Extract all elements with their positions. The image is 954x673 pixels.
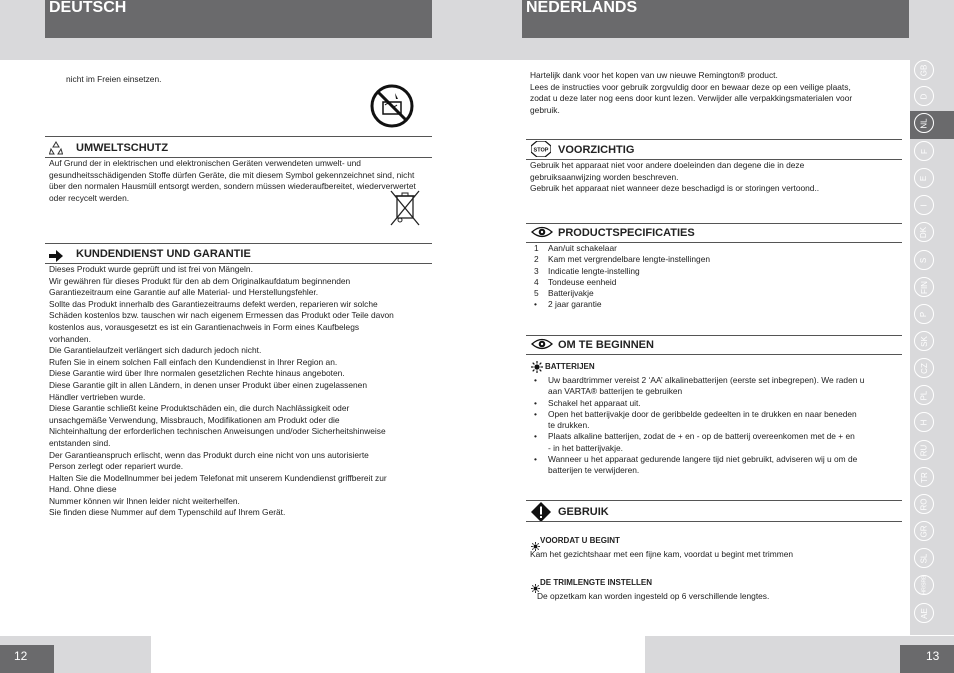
spec-text: Aan/uit schakelaar (548, 243, 617, 253)
language-tab-sl[interactable] (914, 548, 934, 568)
section-title-kundendienst: KUNDENDIENST UND GARANTIE (76, 248, 251, 260)
battery-item-line: Schakel het apparaat uit. (548, 397, 641, 408)
section-title-gebruik: GEBRUIK (558, 506, 609, 518)
spec-item (530, 277, 902, 288)
spec-item (530, 243, 902, 254)
spec-item (530, 266, 902, 277)
language-code: NL (919, 117, 929, 129)
body-line: zodat u deze later nog eens door kunt lezen. Verwijder alle verpakkingsmaterialen voor (530, 93, 853, 104)
section-title-voorzichtig: VOORZICHTIG (558, 144, 635, 156)
language-tab-cz[interactable] (914, 358, 934, 378)
spec-marker: • (534, 299, 537, 310)
language-code: P (919, 311, 929, 317)
body-line: Hand. Ohne diese (49, 484, 117, 495)
body-line: Gebruik het apparaat niet voor andere doeleinden dan degene die in deze (530, 160, 805, 170)
body-line: Nummer können wir Ihnen leider nicht weiterhelfen. (49, 495, 240, 506)
language-code: D (919, 93, 929, 99)
body-line: Sollte das Produkt innerhalb des Garantiezeitraums defekt werden, reparieren wir solche (49, 298, 378, 309)
battery-item (530, 431, 902, 454)
language-tab-pl[interactable] (914, 385, 934, 405)
spec-marker: 3 (534, 265, 539, 276)
stop-icon (531, 141, 551, 157)
language-code: HR/SRB (921, 575, 927, 595)
divider (526, 139, 902, 140)
language-code: I (919, 203, 929, 207)
body-line: Person zerlegt oder repariert wurde. (49, 461, 184, 472)
language-tab-ro[interactable] (914, 494, 934, 514)
language-tab-ru[interactable] (914, 440, 934, 460)
recycle-icon (49, 140, 63, 154)
body-line: vorhanden. (49, 333, 91, 344)
language-tab-d[interactable] (914, 86, 934, 106)
spec-text: Batterijvakje (548, 288, 594, 299)
language-code: RU (919, 444, 929, 456)
header-nederlands (522, 0, 909, 38)
voorzichtig-body (530, 160, 902, 195)
stop-label: STOP (533, 147, 549, 154)
language-code: SL (919, 553, 929, 563)
kundendienst-body (49, 264, 434, 519)
language-tab-e[interactable] (914, 168, 934, 188)
page-number-left: 12 (0, 645, 54, 673)
body-line: Lees de instructies voor gebruik zorgvuldig door en bewaar deze op een veilige plaats, (530, 81, 851, 92)
language-code: GR (919, 525, 929, 537)
spec-text: Indicatie lengte-instelling (548, 265, 640, 276)
crossed-bin-icon (388, 188, 422, 228)
divider (526, 500, 902, 501)
battery-item-line: - in het batterijvakje. (548, 442, 623, 453)
header-deutsch (45, 0, 432, 38)
language-code: F (919, 148, 929, 154)
body-line: Schäden kostenlos bzw. tauschen wir nach eigenem Ermessen das Produkt oder Teile davon (49, 310, 394, 321)
body-line: entstanden sind. (49, 437, 111, 448)
bullet: • (534, 375, 537, 385)
spec-marker: 4 (534, 276, 539, 287)
language-tab-h[interactable] (914, 412, 934, 432)
language-tab-ae[interactable] (914, 603, 934, 623)
battery-item-line: batterijen te verwijderen. (548, 465, 640, 476)
spec-item (530, 288, 902, 299)
page-number-right: 13 (900, 645, 954, 673)
spec-list (530, 243, 902, 311)
voordat-u-begint-text: Kam het gezichtshaar met een fijne kam, voordat u begint met trimmen (530, 549, 794, 559)
body-line: Der Garantieanspruch erlischt, wenn das Produkt durch eine nicht von uns autorisierte (49, 449, 369, 460)
section-title-umweltschutz: UMWELTSCHUTZ (76, 142, 169, 154)
body-line: Dieses Produkt wurde geprüft und ist frei von Mängeln. (49, 264, 253, 274)
body-line: gebruik. (530, 104, 560, 115)
eye-icon (531, 224, 553, 238)
battery-item-line: aan VARTA® batterijen te gebruiken (548, 386, 683, 397)
body-line: Händler vertrieben wurde. (49, 391, 146, 402)
language-tab-gb[interactable] (914, 60, 934, 80)
battery-item-line: te drukken. (548, 420, 590, 431)
spec-marker: 5 (534, 288, 539, 299)
bullet: • (534, 408, 537, 419)
warning-icon (531, 502, 551, 522)
trimlengte-text: De opzetkam kan worden ingesteld op 6 verschillende lengtes. (537, 591, 770, 601)
body-line: Sie finden diese Nummer auf dem Typenschild auf Ihrem Gerät. (49, 507, 286, 518)
body-line: Nichteinhaltung der erforderlichen technischen Anweisungen und/oder Sicherheitshinweise (49, 426, 386, 437)
subsection-voordat-u-begint: VOORDAT U BEGINT (540, 536, 620, 545)
intro-text-right (530, 70, 902, 116)
language-code: RO (919, 498, 929, 510)
language-code: DK (919, 226, 929, 238)
battery-item-line: Plaats alkaline batterijen, zodat de + en - op de batterij overeenkomen met de + en (548, 431, 855, 442)
body-line: gebruiksaanwijzing worden beschreven. (530, 171, 679, 182)
body-line: unsachgemäße Verwendung, Missbrauch, Modifikationen am Produkt oder die (49, 414, 340, 425)
spec-marker: 1 (534, 243, 539, 253)
header-title-left: DEUTSCH (49, 0, 127, 16)
divider (526, 223, 902, 224)
body-line: Diese Garantie gilt in allen Ländern, in denen unser Produkt über einen zugelassenen (49, 379, 367, 390)
spec-marker: 2 (534, 254, 539, 265)
section-title-om-te-beginnen: OM TE BEGINNEN (558, 339, 654, 351)
language-code: PL (919, 390, 929, 400)
battery-item (530, 409, 902, 432)
spec-text: Kam met vergrendelbare lengte-instellingen (548, 254, 711, 265)
language-code: AE (919, 607, 929, 619)
spec-text: Tondeuse eenheid (548, 276, 617, 287)
language-tab-sk[interactable] (914, 331, 934, 351)
body-line: Diese Garantie schließt keine Produktschäden ein, die durch Nachlässigkeit oder (49, 403, 350, 414)
language-code: FIN (919, 280, 929, 294)
language-tab-dk[interactable] (914, 222, 934, 242)
battery-item (530, 454, 902, 477)
body-line: Garantiezeitraum eine Garantie auf alle Material- und Herstellungsfehler. (49, 287, 319, 298)
no-water-icon (369, 83, 415, 129)
language-code: SK (919, 335, 929, 347)
language-tab-nl[interactable] (914, 113, 934, 133)
divider (526, 335, 902, 336)
divider (45, 136, 432, 137)
body-line: Die Garantielaufzeit verlängert sich dadurch jedoch nicht. (49, 345, 262, 356)
language-tab-gr[interactable] (914, 521, 934, 541)
body-line: Halten Sie die Modellnummer bei jedem Telefonat mit unserem Kundendienst griffbereit zur (49, 472, 387, 483)
language-code: TR (919, 471, 929, 483)
eye-icon (531, 336, 553, 350)
arrow-right-icon (49, 247, 63, 259)
body-line: kostenlos aus, vorausgesetzt es ist ein Garantienachweis in Form eines Kaufbelegs (49, 321, 360, 332)
body-line: Wir gewähren für dieses Produkt für den ab dem Originalkaufdatum beginnenden (49, 275, 351, 286)
language-code: H (919, 419, 929, 425)
language-tab-p[interactable] (914, 304, 934, 324)
language-tab-hr-srb[interactable] (914, 575, 934, 595)
battery-item-line: Uw baardtrimmer vereist 2 ‘AA’ alkalinebatterijen (eerste set inbegrepen). We raden u (548, 375, 865, 385)
bullet: • (534, 454, 537, 465)
language-tab-f[interactable] (914, 141, 934, 161)
language-tab-i[interactable] (914, 195, 934, 215)
body-line: Diese Garantie wird über Ihre normalen gesetzlichen Rechte hinaus angeboten. (49, 368, 345, 379)
section-title-productspecificaties: PRODUCTSPECIFICATIES (558, 227, 695, 239)
language-code: CZ (919, 362, 929, 374)
header-title-right: NEDERLANDS (526, 0, 638, 16)
subsection-batterijen: BATTERIJEN (545, 362, 595, 371)
batterijen-list (530, 375, 902, 477)
body-line: Hartelijk dank voor het kopen van uw nieuwe Remington® product. (530, 70, 778, 80)
bullet: • (534, 397, 537, 408)
divider (526, 354, 902, 355)
spec-item (530, 299, 902, 310)
subsection-trimlengte: DE TRIMLENGTE INSTELLEN (540, 578, 652, 587)
sun-icon (531, 536, 540, 545)
spec-item (530, 254, 902, 265)
spec-text: 2 jaar garantie (548, 299, 602, 310)
body-line: Rufen Sie in einem solchen Fall einfach den Kundendienst in Ihrer Region an. (49, 356, 338, 367)
language-tab-tr[interactable] (914, 467, 934, 487)
language-code: S (919, 257, 929, 263)
divider (45, 243, 432, 244)
sun-icon (531, 358, 543, 370)
language-code: E (919, 175, 929, 181)
battery-item-line: Wanneer u het apparaat gedurende langere tijd niet gebruikt, adviseren wij u om de (548, 454, 858, 465)
intro-text-left: nicht im Freien einsetzen. (66, 74, 162, 84)
language-code: GB (919, 64, 929, 76)
language-tab-fin[interactable] (914, 277, 934, 297)
language-tab-s[interactable] (914, 250, 934, 270)
sun-icon (531, 578, 540, 587)
bullet: • (534, 431, 537, 442)
body-line: Gebruik het apparaat niet wanneer deze beschadigd is or storingen vertoond.. (530, 183, 820, 194)
battery-item (530, 398, 902, 409)
divider (526, 521, 902, 522)
umweltschutz-body: Auf Grund der in elektrischen und elektronischen Geräten verwendeten umwelt- und gesundheitsschädigenden Stoffe dürfen Geräte, die mit diesem Symbol gekennzeichnet sind, nicht über den normalen Hausmüll entsorgt werden, sondern müssen wiederaufbereitet, wiederverwertet oder recycelt werden. (49, 158, 416, 203)
battery-item (530, 375, 902, 398)
battery-item-line: Open het batterijvakje door de geribbelde gedeelten in te drukken en naar beneden (548, 408, 857, 419)
